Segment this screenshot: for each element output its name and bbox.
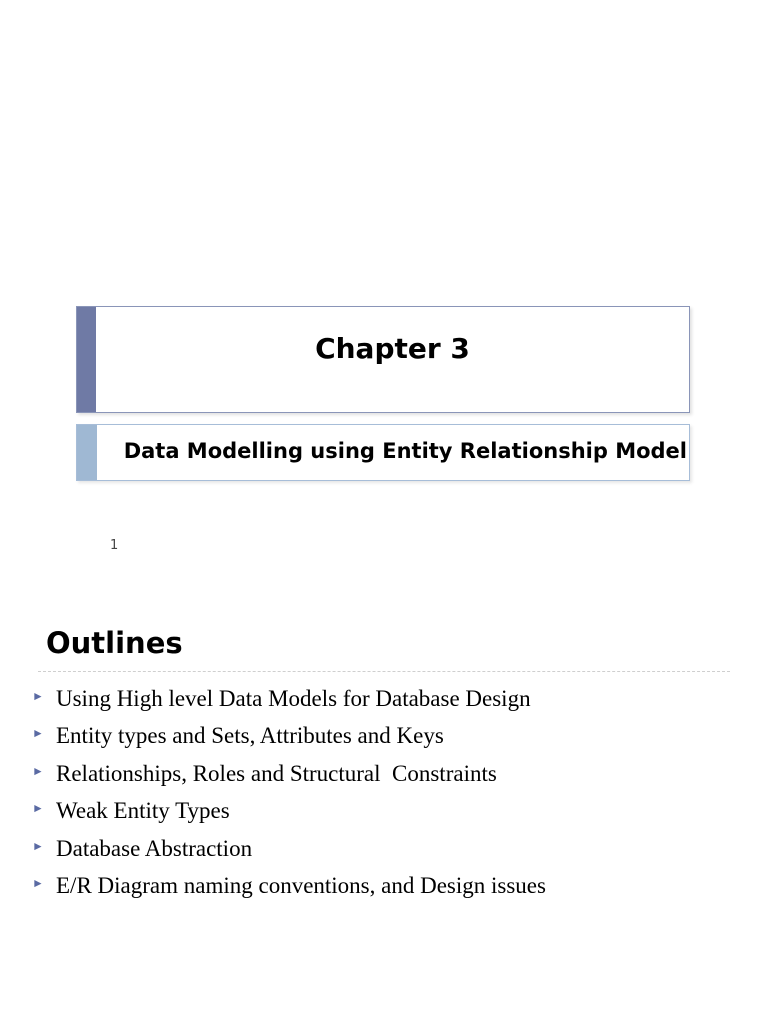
list-item — [32, 795, 230, 832]
triangle-right-icon: ► — [32, 801, 44, 816]
triangle-right-icon: ► — [32, 689, 44, 703]
list-item — [32, 683, 531, 720]
chapter-title: Chapter 3 — [315, 332, 470, 365]
outlines-heading: Outlines — [46, 626, 183, 660]
list-item-text: Using High level Data Models for Database Design — [56, 686, 531, 711]
chapter-title-box — [76, 306, 690, 413]
triangle-right-icon: ► — [32, 838, 44, 853]
triangle-right-icon: ► — [32, 763, 44, 778]
subtitle-accent-bar — [77, 425, 97, 480]
list-item — [32, 833, 253, 870]
list-item — [32, 758, 497, 795]
triangle-right-icon: ► — [32, 726, 44, 741]
list-item-text: Weak Entity Types — [56, 798, 230, 824]
list-item-text: Relationships, Roles and Structural Constraints — [56, 760, 497, 786]
list-item — [32, 870, 546, 907]
list-item-text: Entity types and Sets, Attributes and Keys — [56, 723, 444, 749]
list-item — [32, 720, 444, 757]
chapter-subtitle: Data Modelling using Entity Relationship Model — [123, 439, 687, 463]
page-number: 1 — [110, 538, 119, 553]
heading-divider — [38, 671, 730, 672]
outline-list — [32, 683, 546, 907]
title-accent-bar — [77, 307, 96, 412]
triangle-right-icon: ► — [32, 875, 44, 890]
list-item-text: Database Abstraction — [56, 835, 253, 861]
list-item-text: E/R Diagram naming conventions, and Design issues — [56, 872, 546, 898]
subtitle-box — [76, 424, 690, 481]
